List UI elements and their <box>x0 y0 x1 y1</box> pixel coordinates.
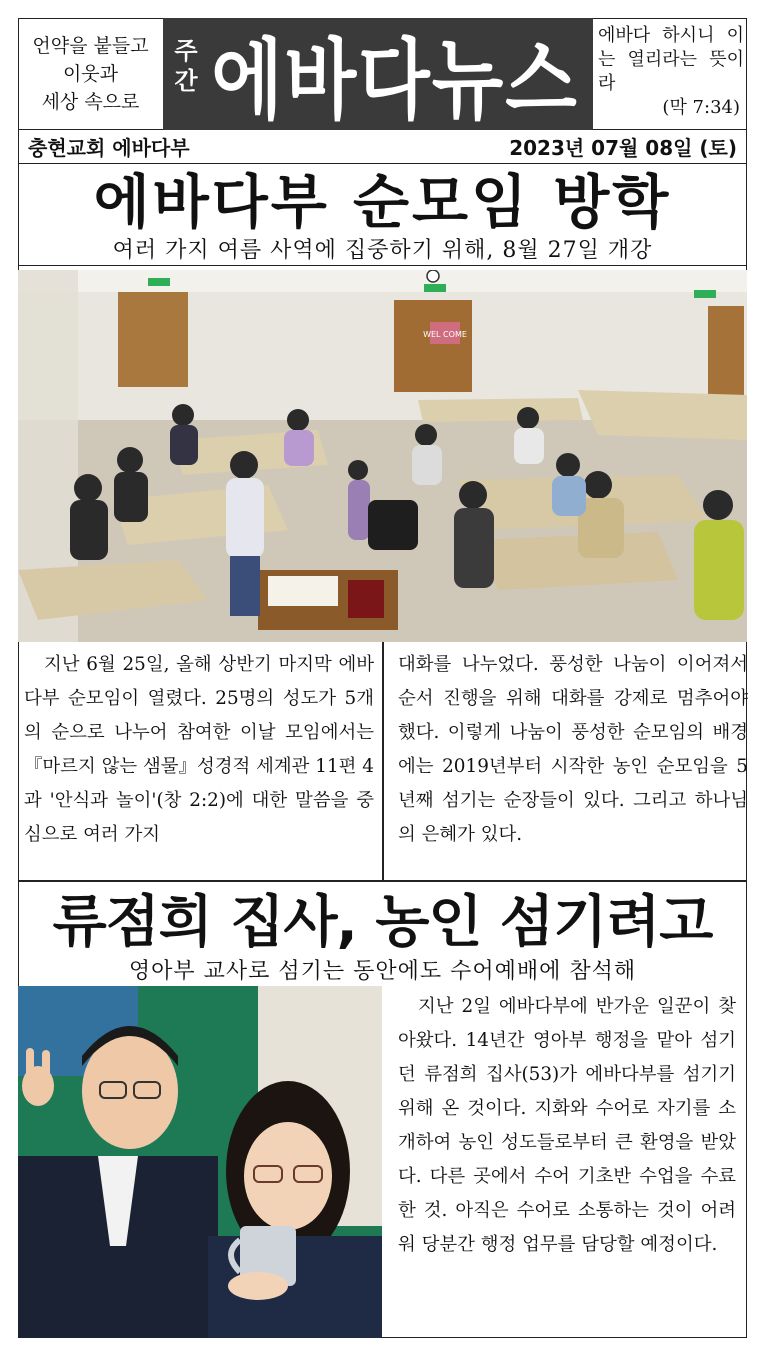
article1-headline: 에바다부 순모임 방학 <box>93 168 672 236</box>
masthead-motto-left: 언약을 붙들고 이웃과 세상 속으로 <box>32 35 149 113</box>
fellowship-hall-photo <box>18 270 747 642</box>
article1-subhead: 여러 가지 여름 사역에 집중하기 위해, 8월 27일 개강 <box>18 232 747 266</box>
weekly-label: 주간 <box>174 37 198 95</box>
portrait-photo <box>18 986 382 1338</box>
publisher-name: 충현교회 에바다부 <box>28 136 190 160</box>
article1-body-right: 대화를 나누었다. 풍성한 나눔이 이어져서 순서 진행을 위해 대화를 강제로 멈추어야 했다. 이렇게 나눔이 풍성한 순모임의 배경에는 2019년부터 시작한 농인 순모임을 5년째 섬기는 순장들이 있다. 그리고 하나님의 은혜가 있다. <box>398 654 748 845</box>
article2-photo <box>18 986 382 1338</box>
article2-subhead: 영아부 교사로 섬기는 동안에도 수어예배에 참석해 <box>128 958 637 984</box>
column-divider <box>382 642 384 880</box>
article2-headline: 류점희 집사, 농인 섬기려고 <box>52 890 713 955</box>
motto-verse-reference: (막 7:34) <box>662 97 740 118</box>
article2-body: 지난 2일 에바다부에 반가운 일꾼이 찾아왔다. 14년간 영아부 행정을 맡아 섬기던 류점희 집사(53)가 에바다부를 섬기기 위해 온 것이다. 지화와 수어로 자기를 소개하여 농인 성도들로부터 큰 환영을 받았다. 다른 곳에서 수어 기초반 수업을 수료한 것. 아직은 수어로 소통하는 것이 어려워 당분간 행정 업무를 담당할 예정이다. <box>398 996 736 1255</box>
masthead-title-box <box>163 18 593 130</box>
issue-date: 2023년 07월 08일 (토) <box>509 136 737 160</box>
welcome-sign-text: WEL COME <box>423 330 467 339</box>
masthead <box>18 18 747 130</box>
masthead-motto-right <box>598 24 744 120</box>
article1-body-left: 지난 6월 25일, 올해 상반기 마지막 에바다부 순모임이 열렸다. 25명의 성도가 5개의 순으로 나누어 참여한 이날 모임에서는『마르지 않는 샘물』성경적 세계관 11편 4과 '안식과 놀이'(창 2:2)에 대한 말씀을 중심으로 여러 가지 <box>24 654 374 845</box>
newspaper-name: 에바다뉴스 <box>211 30 579 132</box>
motto-verse: 에바다 하시니 이는 열리라는 뜻이라 <box>598 25 744 94</box>
article1-photo <box>18 270 747 642</box>
